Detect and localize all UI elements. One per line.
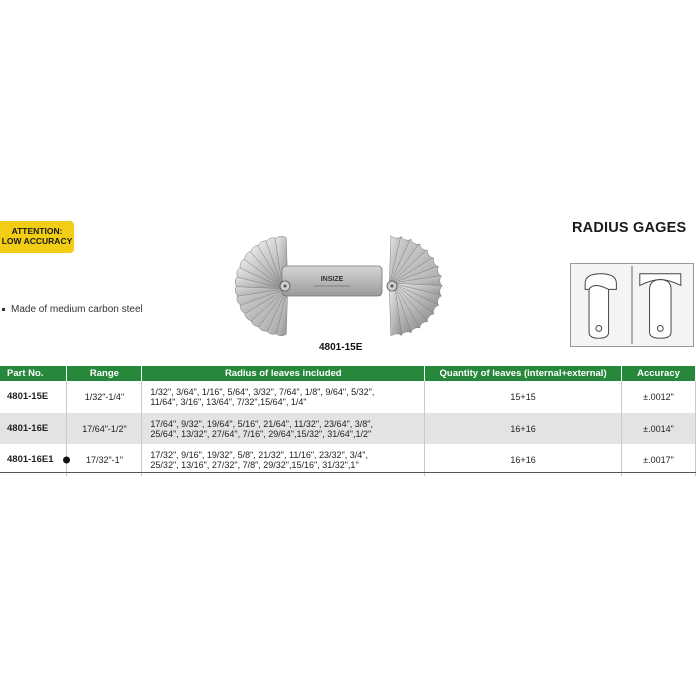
cell-quantity: 16+16 <box>425 444 622 476</box>
cell-accuracy: ±.0012" <box>622 381 696 413</box>
feature-bullet <box>2 304 143 315</box>
attention-line2: LOW ACCURACY <box>1 236 73 246</box>
feature-text: Made of medium carbon steel <box>11 304 143 315</box>
radius-line2: 11/64", 3/16", 13/64", 7/32",15/64", 1/4" <box>150 397 307 407</box>
table-bottom-rule <box>0 472 696 473</box>
cell-accuracy: ±.0014" <box>622 413 696 444</box>
cell-range: 1/32"-1/4" <box>67 381 142 413</box>
table-row <box>0 381 696 413</box>
header-range: Range <box>67 366 142 381</box>
spec-table <box>0 366 696 476</box>
cell-radius <box>142 413 425 444</box>
cell-range: 17/64"-1/2" <box>67 413 142 444</box>
cell-radius <box>142 381 425 413</box>
radius-line1: 17/32", 9/16", 19/32", 5/8", 21/32", 11/16", 23/32", 3/4", <box>150 450 368 460</box>
header-radius: Radius of leaves included <box>142 366 425 381</box>
new-item-dot-icon <box>63 457 70 464</box>
brand-logo: INSIZE <box>320 276 344 283</box>
part-no-text: 4801-16E1 <box>7 454 54 465</box>
header-part-no: Part No. <box>0 366 67 381</box>
radius-line2: 25/32", 13/16", 27/32", 7/8", 29/32",15/16", 31/32",1" <box>150 460 359 470</box>
cell-accuracy: ±.0017" <box>622 444 696 476</box>
radius-line1: 1/32", 3/64", 1/16", 5/64", 3/32", 7/64", 1/8", 9/64", 5/32", <box>150 387 375 397</box>
bullet-icon <box>2 308 5 311</box>
leaf-hole <box>657 326 663 332</box>
radius-line2: 25/64", 13/32", 27/64", 7/16", 29/64",15/32", 31/64",1/2" <box>150 428 372 439</box>
cell-range: 17/32"-1" <box>67 444 142 476</box>
header-quantity: Quantity of leaves (internal+external) <box>425 366 622 381</box>
leaf-hole <box>596 326 602 332</box>
table-row <box>0 413 696 444</box>
cell-quantity: 16+16 <box>425 413 622 444</box>
usage-diagram <box>570 263 694 347</box>
attention-badge <box>0 221 74 253</box>
radius-gage-image <box>230 226 450 336</box>
cell-part-no: 4801-16E <box>0 413 67 444</box>
attention-line1: ATTENTION: <box>11 226 63 236</box>
product-caption: 4801-15E <box>319 342 363 353</box>
radius-line1: 17/64", 9/32", 19/64", 5/16", 21/64", 11/32", 23/64", 3/8", <box>150 418 373 429</box>
page-title: RADIUS GAGES <box>572 220 687 236</box>
table-header-row <box>0 366 696 381</box>
header-accuracy: Accuracy <box>622 366 696 381</box>
cell-part-no: 4801-15E <box>0 381 67 413</box>
cell-quantity: 15+15 <box>425 381 622 413</box>
